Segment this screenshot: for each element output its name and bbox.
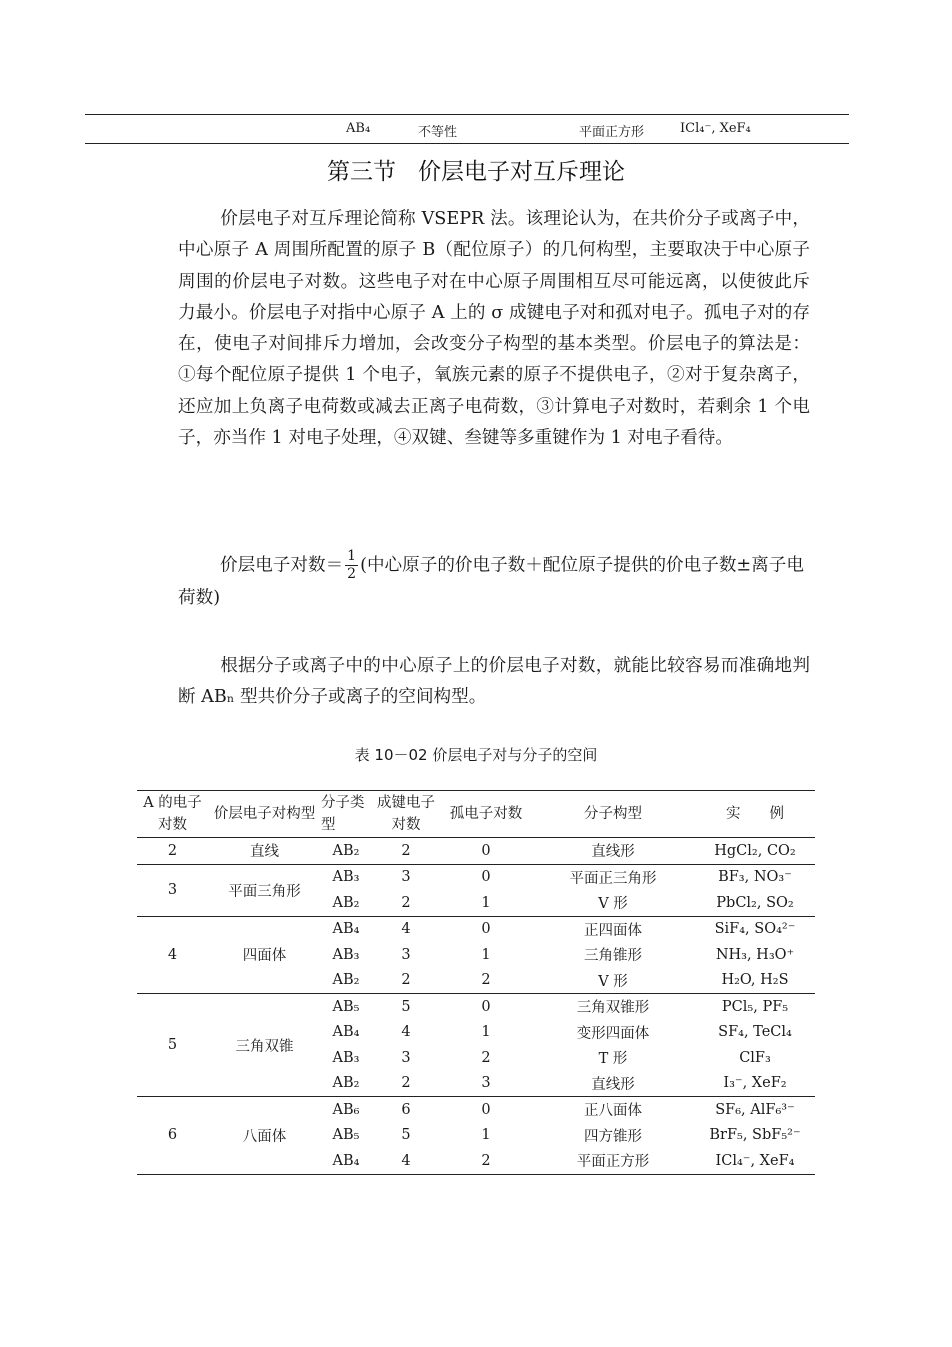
lone-pairs: 2 <box>481 1049 491 1066</box>
examples: H₂O, H₂S <box>721 972 789 989</box>
table-group <box>137 994 815 1097</box>
molecule-type: AB₃ <box>332 946 360 963</box>
molecule-type: AB₄ <box>346 121 371 136</box>
table-group <box>137 916 815 994</box>
lone-pairs: 1 <box>481 1024 491 1041</box>
section-title <box>0 153 952 186</box>
bonding-pairs: 3 <box>401 946 411 963</box>
lone-pairs: 0 <box>481 869 491 886</box>
lone-pairs: 0 <box>481 842 491 859</box>
pair-count: 4 <box>167 946 178 963</box>
molecule-type: AB₃ <box>332 869 360 886</box>
molecule-type: AB₂ <box>332 972 360 989</box>
fraction-numerator: 1 <box>347 548 357 564</box>
continued-table-row <box>85 114 849 144</box>
table-group <box>137 1097 815 1175</box>
molecule-type: AB₄ <box>332 1024 360 1041</box>
molecular-shape: 正八面体 <box>584 1103 642 1120</box>
section-heading: 价层电子对互斥理论 <box>418 159 625 185</box>
molecule-type: AB₄ <box>332 921 360 938</box>
examples: BrF₅, SbF₅²⁻ <box>709 1127 801 1144</box>
examples: SF₆, AlF₆³⁻ <box>715 1101 795 1118</box>
molecular-shape: 平面正方形 <box>576 1154 650 1171</box>
examples: ICl₄⁻, XeF₄ <box>680 121 751 136</box>
bonding-pairs: 4 <box>401 921 411 938</box>
examples: I₃⁻, XeF₂ <box>723 1075 787 1092</box>
table-row <box>137 916 815 942</box>
table-row <box>137 994 815 1020</box>
molecular-shape: 平面正方形 <box>579 125 645 140</box>
bonding-pairs: 5 <box>401 1127 411 1144</box>
pair-geometry: 三角双锥 <box>235 1038 294 1055</box>
examples: BF₃, NO₃⁻ <box>718 869 792 886</box>
table-row <box>137 1097 815 1123</box>
lone-pairs: 1 <box>481 1127 491 1144</box>
examples: NH₃, H₃O⁺ <box>715 946 795 963</box>
lone-pairs: 1 <box>481 946 491 963</box>
bonding-pairs: 4 <box>401 1152 411 1169</box>
valence-pair-formula <box>178 548 818 614</box>
bonding-pairs: 2 <box>401 972 411 989</box>
lone-pairs: 2 <box>481 972 491 989</box>
molecule-type: AB₅ <box>332 1127 360 1144</box>
col-header: 分子构型 <box>584 806 642 822</box>
bonding-pairs: 2 <box>401 894 411 911</box>
molecule-type: AB₅ <box>332 998 360 1015</box>
molecule-type: AB₆ <box>332 1101 360 1118</box>
col-header: 价层电子对构型 <box>213 806 316 822</box>
col-header: 分子类型 <box>321 795 365 833</box>
fraction-denominator: 2 <box>347 566 357 582</box>
body-paragraph: 根据分子或离子中的中心原子上的价层电子对数，就能比较容易而准确地判断 ABₙ 型共价分子或离子的空间构型。 <box>178 656 810 708</box>
pair-count: 2 <box>167 842 178 859</box>
col-header: 实 例 <box>726 806 784 822</box>
formula-lhs: 价层电子对数＝ <box>220 555 344 576</box>
lone-pairs: 1 <box>481 894 491 911</box>
pair-count: 6 <box>167 1127 178 1144</box>
table-header-row <box>137 791 815 838</box>
molecule-type: AB₂ <box>332 842 360 859</box>
molecular-shape: V 形 <box>598 896 628 913</box>
molecular-shape: V 形 <box>598 973 628 990</box>
pair-geometry: 平面三角形 <box>228 883 301 900</box>
molecular-shape: 四方锥形 <box>584 1128 642 1145</box>
molecular-shape: T 形 <box>598 1051 628 1068</box>
bonding-pairs: 2 <box>401 1075 411 1092</box>
pair-geometry: 直线 <box>250 844 279 861</box>
molecular-shape: 三角双锥形 <box>576 1000 650 1017</box>
molecular-shape: 三角锥形 <box>584 948 642 965</box>
table-row <box>137 864 815 890</box>
examples: ICl₄⁻, XeF₄ <box>715 1152 795 1169</box>
section-number: 第三节 <box>327 159 396 185</box>
examples: SiF₄, SO₄²⁻ <box>714 921 796 938</box>
lone-pairs: 3 <box>481 1075 491 1092</box>
pair-count: 5 <box>167 1037 178 1053</box>
molecule-type: AB₂ <box>332 1075 360 1092</box>
table-group <box>137 864 815 916</box>
molecule-type: AB₃ <box>332 1049 360 1066</box>
molecule-type: AB₄ <box>332 1152 360 1169</box>
bonding-pairs: 5 <box>401 998 411 1015</box>
table-row <box>137 838 815 865</box>
bonding-pairs: 3 <box>401 869 411 886</box>
pair-count: 3 <box>167 882 178 898</box>
molecule-type: AB₂ <box>332 894 360 911</box>
molecular-shape: 直线形 <box>591 1076 635 1093</box>
examples: PCl₅, PF₅ <box>721 998 789 1015</box>
examples: PbCl₂, SO₂ <box>716 894 794 911</box>
lone-pairs: 0 <box>481 1101 491 1118</box>
bonding-pairs: 6 <box>401 1101 411 1118</box>
molecular-shape: 平面正三角形 <box>569 870 657 887</box>
molecular-shape: 正四面体 <box>584 922 642 939</box>
col-header: 孤电子对数 <box>449 806 523 822</box>
vsepr-table <box>137 790 815 1175</box>
fraction <box>345 548 358 583</box>
table-group <box>137 838 815 865</box>
bond-type: 不等性 <box>418 125 458 140</box>
bonding-pairs: 2 <box>401 842 411 859</box>
pair-geometry: 四面体 <box>242 948 287 965</box>
bonding-pairs: 3 <box>401 1049 411 1066</box>
examples: ClF₃ <box>739 1049 771 1066</box>
col-header: A 的电子对数 <box>143 795 202 833</box>
lone-pairs: 2 <box>481 1152 491 1169</box>
lone-pairs: 0 <box>481 998 491 1015</box>
table-caption: 表 10－02 价层电子对与分子的空间 <box>354 746 598 764</box>
molecular-shape: 变形四面体 <box>576 1025 650 1042</box>
examples: HgCl₂, CO₂ <box>714 842 796 859</box>
col-header: 成键电子对数 <box>377 795 435 833</box>
formula-rhs: (中心原子的价电子数＋配位原子提供的价电子数±离子电荷数) <box>178 555 804 608</box>
molecular-shape: 直线形 <box>591 844 635 861</box>
bonding-pairs: 4 <box>401 1024 411 1041</box>
examples: SF₄, TeCl₄ <box>718 1024 792 1041</box>
pair-geometry: 八面体 <box>242 1128 287 1145</box>
body-paragraph: 价层电子对互斥理论简称 VSEPR 法。该理论认为，在共价分子或离子中，中心原子 A 周围所配置的原子 B（配位原子）的几何构型，主要取决于中心原子周围的价层电子对数。这些电子对在中心原子周围相互尽可能远离，以使彼此斥力最小。价层电子对指中心原子 A 上的 σ 成键电子对和孤对电子。孤电子对的存在，使电子对间排斥力增加，会改变分子构型的基本类型。价层电子的算法是：①每个配位原子提供 1 个电子，氧族元素的原子不提供电子，②对于复杂离子，还应加上负离子电荷数或减去正离子电荷数，③计算电子对数时，若剩余 1 个电子，亦当作 1 对电子处理，④双键、叁键等多重键作为 1 对电子看待。 <box>178 209 810 449</box>
lone-pairs: 0 <box>481 921 491 938</box>
